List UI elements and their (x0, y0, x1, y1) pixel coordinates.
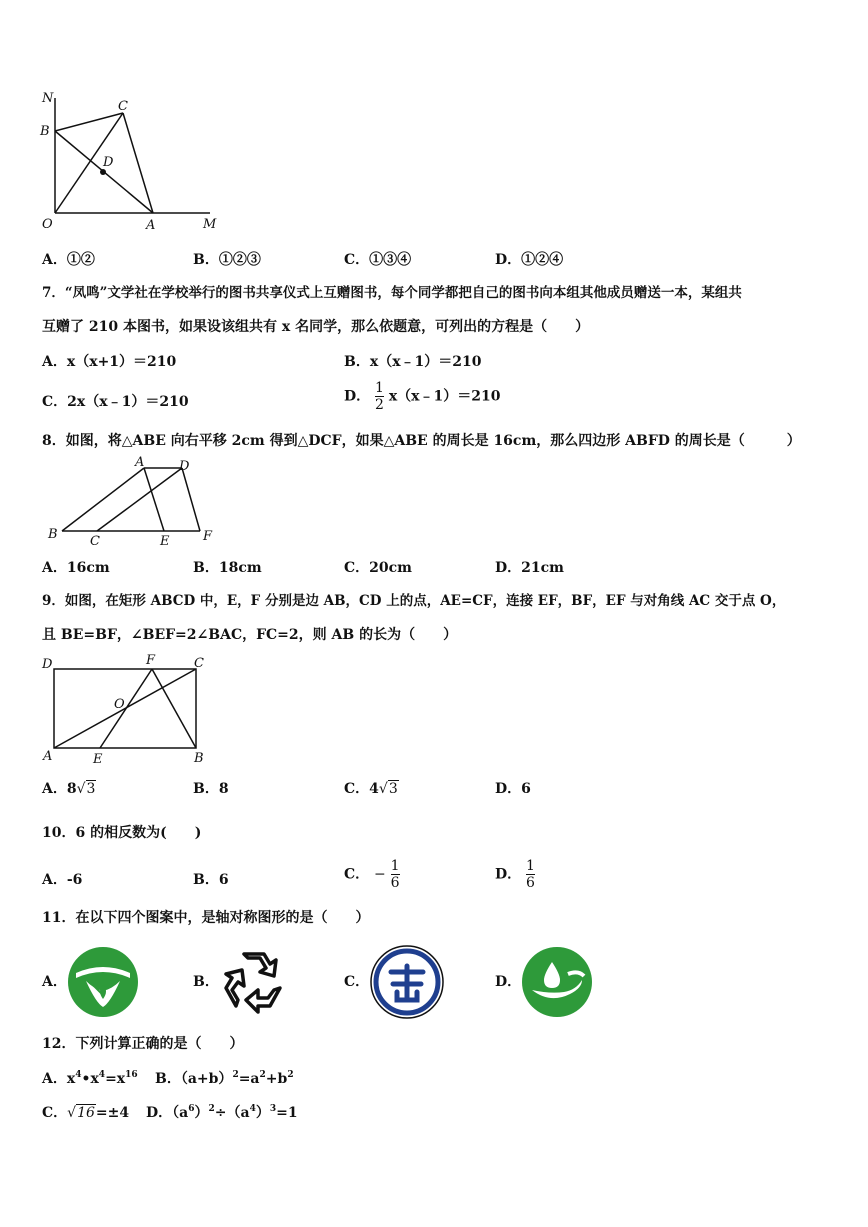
recycle-icon (218, 946, 290, 1016)
green-leaf-logo-icon (66, 945, 140, 1019)
q6-label-B: B (40, 124, 50, 139)
q8-label-D: D (179, 459, 190, 474)
q8-label-F: F (203, 529, 213, 544)
q6-label-M: M (203, 217, 217, 232)
q11-option-a-letter: A． (42, 974, 67, 990)
q8-label-B: B (48, 527, 58, 542)
q6-option-c: C．①③④ (344, 252, 412, 268)
q6-label-D: D (103, 155, 114, 170)
q9-option-a: A．8√3 (42, 781, 96, 797)
q10-option-c: C． − $\frac{1}{6}$ (344, 858, 400, 891)
q9-label-D: D (42, 657, 53, 672)
q8-option-d: D．21cm (495, 560, 564, 576)
q12-option-a: A．$x^4•x^4=x^{16}$ (42, 1070, 138, 1087)
q12-option-c-sqrt: √16 (67, 1105, 95, 1121)
q9-option-c: C．4√3 (344, 781, 398, 797)
q9-stem-line2: 且 BE=BF，∠BEF=2∠BAC，FC=2，则 AB 的长为（ ） (42, 627, 458, 643)
q6-option-d: D．①②④ (495, 252, 564, 268)
q10-stem: 10．6 的相反数为( ) (42, 825, 202, 841)
q8-option-b: B．18cm (193, 560, 262, 576)
q8-option-c: C．20cm (344, 560, 412, 576)
q9-label-A: A (43, 749, 53, 764)
q7-stem-line2: 互赠了 210 本图书，如果设该组共有 x 名同学，那么依题意，可列出的方程是（ ） (42, 319, 590, 335)
q10-option-d-fraction: $\frac{1}{6}$ (526, 858, 535, 891)
q7-option-d: D． $\frac{1}{2}$ x（x﹣1）＝210 (344, 380, 501, 413)
q9-label-C: C (194, 656, 204, 671)
q6-option-b: B．①②③ (193, 252, 261, 268)
q10-option-d: D． $\frac{1}{6}$ (495, 858, 535, 891)
q9-figure (40, 650, 220, 768)
q12-option-c: C．√16=±4 (42, 1105, 130, 1121)
q8-option-a: A．16cm (42, 560, 110, 576)
q7-option-d-fraction: $\frac{1}{2}$ (375, 380, 384, 413)
q12-option-b: B．$(a+b)^2=a^2+b^2$ (155, 1070, 294, 1087)
q6-label-C: C (118, 99, 128, 114)
q8-label-A: A (135, 456, 145, 470)
q12-option-d: D．$(a^6)^2\div(a^4)^3=1$ (146, 1104, 298, 1121)
q9-option-d: D．6 (495, 781, 531, 797)
q9-label-O: O (114, 697, 125, 712)
q7-option-c: C．2x（x﹣1）＝210 (42, 394, 189, 410)
q8-label-E: E (160, 534, 170, 548)
q11-option-d-letter: D． (495, 974, 522, 990)
q7-stem-line1: 7．“凤鸣”文学社在学校举行的图书共享仪式上互赠图书，每个同学都把自己的图书向本组其他成员赠送一本，某组共 (42, 285, 742, 301)
q11-option-c-letter: C． (344, 974, 370, 990)
q11-option-b-letter: B． (193, 974, 219, 990)
q9-option-b: B．8 (193, 781, 229, 797)
q6-label-N: N (42, 91, 54, 106)
q6-label-A: A (146, 218, 156, 233)
q9-stem-line1: 9．如图，在矩形 ABCD 中，E，F 分别是边 AB，CD 上的点，AE=CF，连接 EF，BF，EF 与对角线 AC 交于点 O， (42, 593, 786, 609)
q7-option-a: A．x（x+1）＝210 (42, 354, 177, 370)
q7-option-b: B．x（x﹣1）＝210 (344, 354, 482, 370)
q6-option-a: A．①② (42, 252, 95, 268)
q9-label-E: E (93, 752, 103, 767)
q12-stem: 12．下列计算正确的是（ ） (42, 1036, 244, 1052)
q8-figure (42, 456, 222, 548)
q10-option-b: B．6 (193, 872, 229, 888)
water-drop-logo-icon (520, 944, 594, 1020)
q10-option-a: A．-6 (42, 872, 83, 888)
q9-label-F: F (146, 653, 156, 668)
q6-label-O: O (42, 217, 53, 232)
q6-figure (30, 88, 230, 238)
q8-stem-line1: 8．如图，将△ABE 向右平移 2cm 得到△DCF，如果△ABE 的周长是 16cm，那么四边形 ABFD 的周长是（ ） (42, 433, 801, 449)
q10-option-c-fraction: $\frac{1}{6}$ (390, 858, 400, 891)
q9-option-c-sqrt: √3 (378, 781, 398, 797)
circular-emblem-icon (369, 944, 445, 1020)
q8-label-C: C (90, 534, 100, 548)
q11-stem: 11．在以下四个图案中，是轴对称图形的是（ ） (42, 910, 370, 926)
q9-label-B: B (194, 751, 204, 766)
q9-option-a-sqrt: √3 (76, 781, 96, 797)
